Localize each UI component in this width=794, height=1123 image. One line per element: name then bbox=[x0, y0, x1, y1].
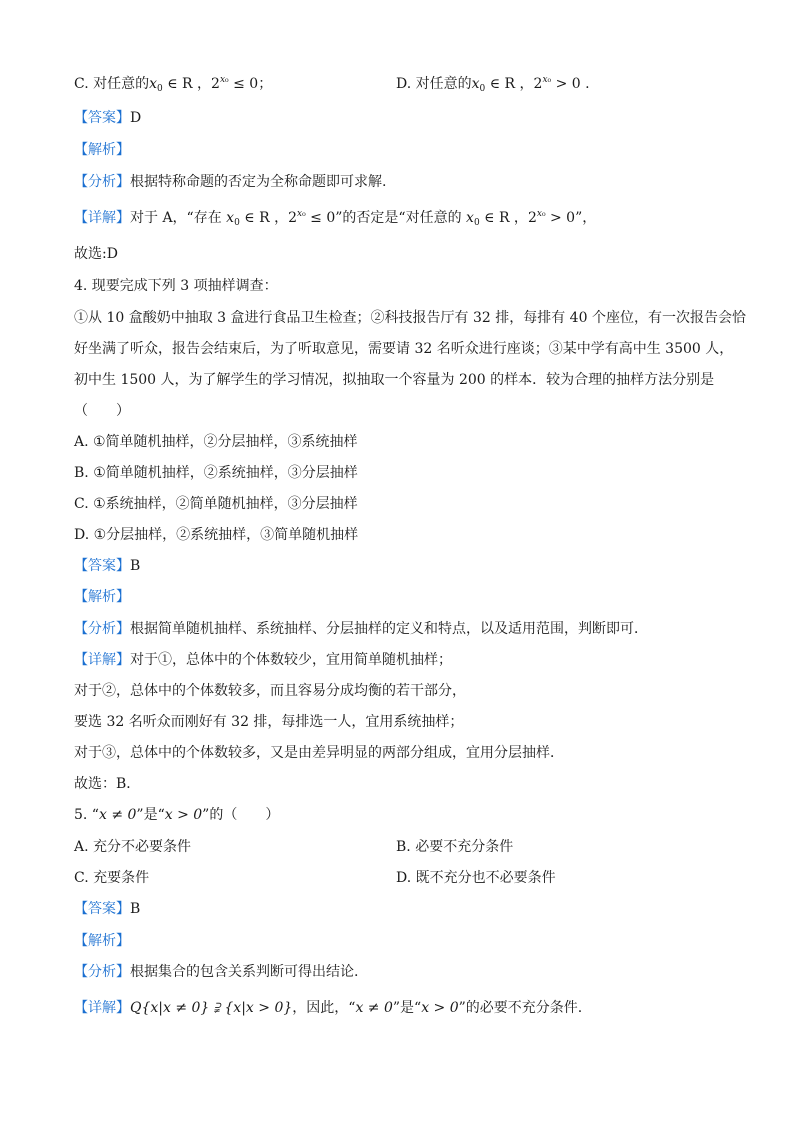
q3-conclusion: 故选:D bbox=[74, 246, 118, 262]
q4-paragraph-1: ①从 10 盒酸奶中抽取 3 盒进行食品卫生检查；②科技报告厅有 32 排，每排有 40 个座位，有一次报告会恰 bbox=[74, 310, 746, 326]
q4-xiangjie-line-3: 要选 32 名听众而刚好有 32 排，每排选一人，宜用系统抽样； bbox=[74, 714, 464, 730]
answer-tag: 【答案】 bbox=[74, 110, 130, 126]
xiangjie-text-c: ”的必要不充分条件. bbox=[458, 1000, 583, 1016]
stem-part: 5. “ bbox=[74, 807, 99, 823]
q5-stem bbox=[74, 806, 279, 824]
q3-fenxi bbox=[74, 173, 386, 191]
q3-answer bbox=[74, 109, 141, 127]
fenxi-text: 根据简单随机抽样、系统抽样、分层抽样的定义和特点，以及适用范围，判断即可． bbox=[130, 621, 648, 637]
analysis-tag: 【解析】 bbox=[74, 142, 130, 158]
q5-fenxi bbox=[74, 963, 358, 981]
q3-option-c: C. 对任意的$x_0$ ∈ R ，$2^{x_0} \le 0$； bbox=[74, 75, 273, 94]
q4-analysis-heading bbox=[74, 588, 130, 606]
fenxi-tag: 【分析】 bbox=[74, 964, 130, 980]
stem-part: ”是“ bbox=[136, 807, 165, 823]
analysis-tag: 【解析】 bbox=[74, 933, 130, 949]
fenxi-tag: 【分析】 bbox=[74, 621, 130, 637]
q5-answer bbox=[74, 900, 140, 918]
q5-option-c: C. 充要条件 bbox=[74, 870, 150, 886]
q4-option-b: B. ①简单随机抽样，②系统抽样，③分层抽样 bbox=[74, 465, 358, 481]
q4-answer bbox=[74, 557, 140, 575]
fenxi-text: 根据集合的包含关系判断可得出结论. bbox=[130, 964, 359, 980]
xiangjie-tag: 【详解】 bbox=[74, 1000, 130, 1016]
xiangjie-text-a: 对于 A，“存在 bbox=[130, 210, 222, 226]
answer-tag: 【答案】 bbox=[74, 558, 130, 574]
q4-paragraph-2: 好坐满了听众，报告会结束后，为了听取意见，需要请 32 名听众进行座谈；③某中学有高中生 3500 人， bbox=[74, 341, 734, 357]
q5-option-a: A. 充分不必要条件 bbox=[74, 839, 192, 855]
q5-xiangjie bbox=[74, 999, 582, 1017]
fenxi-text: 根据特称命题的否定为全称命题即可求解. bbox=[130, 174, 387, 190]
answer-value: B bbox=[130, 558, 141, 574]
q4-option-c: C. ①系统抽样，②简单随机抽样，③分层抽样 bbox=[74, 496, 358, 512]
detail-text: 对于①，总体中的个体数较少，宜用简单随机抽样； bbox=[130, 652, 452, 668]
q3-xiangjie: 【详解】对于 A，“存在 $x_0$ ∈ R ，$2^{x_0} \le 0$”的否定是“对任意的 $x_0$ ∈ R ，$2^{x_0} > 0$”， bbox=[74, 209, 597, 228]
xiangjie-tag: 【详解】 bbox=[74, 210, 130, 226]
q4-fenxi bbox=[74, 620, 648, 638]
fenxi-tag: 【分析】 bbox=[74, 174, 130, 190]
q5-option-d: D. 既不充分也不必要条件 bbox=[396, 870, 556, 886]
q4-xiangjie-line-4: 对于③，总体中的个体数较多，又是由差异明显的两部分组成，宜用分层抽样． bbox=[74, 745, 564, 761]
analysis-tag: 【解析】 bbox=[74, 589, 130, 605]
xiangjie-text-a: ，因此，“ bbox=[292, 1000, 356, 1016]
condition-1: x ≠ 0 bbox=[98, 807, 137, 823]
q4-xiangjie-line-1 bbox=[74, 651, 452, 669]
xiangjie-text-b: 的否定是“对任意的 bbox=[342, 210, 462, 226]
q3-analysis-heading bbox=[74, 141, 130, 159]
xiangjie-text-b: ”是“ bbox=[392, 1000, 422, 1016]
condition-2: x > 0 bbox=[164, 807, 203, 823]
q4-option-a: A. ①简单随机抽样，②分层抽样，③系统抽样 bbox=[74, 434, 358, 450]
q4-xiangjie-line-2: 对于②，总体中的个体数较多，而且容易分成均衡的若干部分， bbox=[74, 683, 466, 699]
xiangjie-tag: 【详解】 bbox=[74, 652, 130, 668]
answer-value: B bbox=[130, 901, 141, 917]
q4-option-d: D. ①分层抽样，②系统抽样，③简单随机抽样 bbox=[74, 527, 359, 543]
set-relation: Q{x|x ≠ 0} ⫌ {x|x > 0} bbox=[130, 1000, 293, 1016]
answer-value: D bbox=[130, 110, 142, 126]
q5-analysis-heading bbox=[74, 932, 130, 950]
stem-part: ”的（ ） bbox=[202, 807, 280, 823]
q4-paragraph-3: 初中生 1500 人，为了解学生的学习情况，拟抽取一个容量为 200 的样本．较为合理的抽样方法分别是 bbox=[74, 372, 715, 388]
condition-1: x ≠ 0 bbox=[355, 1000, 393, 1016]
condition-2: x > 0 bbox=[421, 1000, 459, 1016]
q5-option-b: B. 必要不充分条件 bbox=[396, 839, 514, 855]
q4-paren: （ ） bbox=[74, 403, 130, 419]
answer-tag: 【答案】 bbox=[74, 901, 130, 917]
q4-stem: 4. 现要完成下列 3 项抽样调查： bbox=[74, 278, 278, 294]
q3-option-d: D. 对任意的$x_0$ ∈ R ，$2^{x_0} > 0$ . bbox=[396, 75, 590, 94]
q4-conclusion: 故选：B． bbox=[74, 776, 141, 792]
